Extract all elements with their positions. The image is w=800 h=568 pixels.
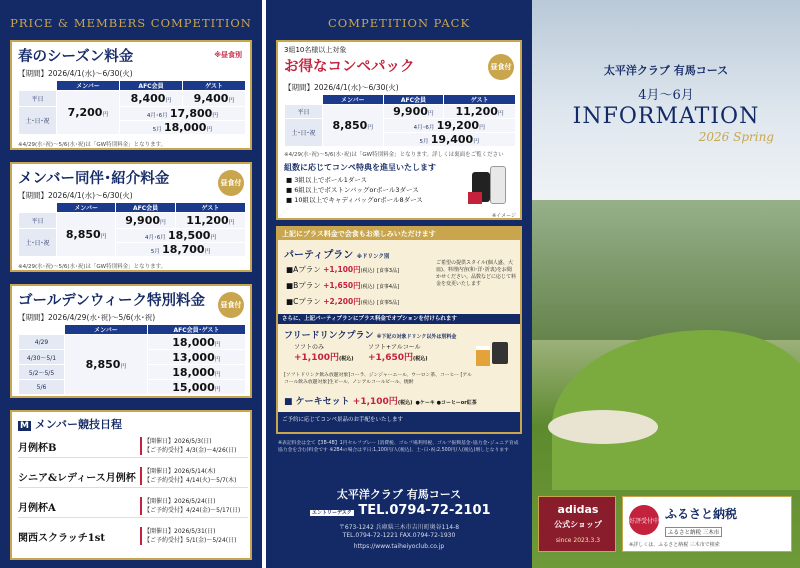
cover-season: 2026 Spring <box>698 130 774 144</box>
schedule-item <box>18 466 248 488</box>
accompany-period: 【期間】2026/4/1(水)～6/30(火) <box>18 191 133 200</box>
header-member: メンバー <box>323 95 384 105</box>
weekend-price-1: 19,200 <box>436 119 480 132</box>
competition-pack-box <box>276 40 522 220</box>
gw-date: 5/2～5/5 <box>19 365 65 380</box>
spring-price-box <box>10 40 252 150</box>
gw-price-box <box>10 284 252 398</box>
gw-title: ゴールデンウィーク特別料金 <box>18 292 206 309</box>
weekend-price-2: 18,700 <box>162 243 205 256</box>
competition-info: 【開催日】2026/5/24(日) 【ご予約受付】4/24(金)～5/17(日) <box>140 497 240 515</box>
member-price: 8,850 <box>332 119 368 132</box>
website-link[interactable]: https://www.taiheiyoclub.co.jp <box>353 543 445 550</box>
accompany-title: メンバー同伴･紹介料金 <box>18 170 170 187</box>
perks-list <box>286 175 423 205</box>
header-afc: AFC会員 <box>120 81 183 91</box>
header-afc-guest: AFC会員･ゲスト <box>147 325 245 335</box>
party-plan-c: ■Cプラン +2,200円(税込) [食事5品] <box>286 297 400 306</box>
soft-only-label: ソフトのみ <box>294 344 325 351</box>
pack-footnote: ご予約に応じてコンペ景品のお手配をいたします <box>278 412 520 432</box>
lunch-included-badge: 昼食付 <box>218 170 244 196</box>
cake-set: ■ ケーキセット +1,100円(税込) ●ケーキ ●コーヒーor紅茶 <box>284 397 477 407</box>
competition-name: 関西スクラッチ1st <box>18 533 106 544</box>
bunker <box>548 410 658 444</box>
accompany-price-table: メンバー AFC会員 ゲスト 平日 8,850円 9,900円 11,200円 土･日･祝 4月･6月 18,500円 5月 18,700円 <box>18 202 246 257</box>
party-description: ご希望の提供スタイル(個人盛、大皿)、料理内容(和･洋･折衷)をお聞かせください。品数などに応じて料金を変更いたします <box>436 260 517 287</box>
gw-period: 【期間】2026/4/29(水･祝)～5/6(水･祝) <box>18 313 156 322</box>
party-plan-b: ■Bプラン +1,650円(税込) [食事4品] <box>286 281 400 290</box>
perk-item: ■ 10組以上でキャディバッグorボール8ダース <box>286 196 423 204</box>
option-bar: さらに、上記パーティプランにプラス料金でオプションを付けられます <box>278 314 520 324</box>
afc-weekday-price: 8,400 <box>130 92 166 105</box>
weekday-label: 平日 <box>19 213 57 229</box>
competition-name: 月例杯A <box>18 503 56 514</box>
lunch-included-badge: 昼食付 <box>488 54 514 80</box>
weekend-label: 土･日･祝 <box>19 107 57 135</box>
pack-price-table: メンバー AFC会員 ゲスト 平日 8,850円 9,900円 11,200円 土･日･祝 4月･6月 19,200円 5月 19,400円 <box>284 94 516 147</box>
weekday-label: 平日 <box>19 91 57 107</box>
middle-panel <box>266 0 532 568</box>
gw-price: 18,000 <box>172 335 215 349</box>
furusato-badge: 好評受付中 <box>629 505 659 535</box>
competition-info: 【開催日】2026/5/31(日) 【ご予約受付】5/1(金)～5/24(日) <box>140 527 237 545</box>
left-panel <box>0 0 262 568</box>
guest-weekday-price: 9,400 <box>193 92 229 105</box>
adidas-shop-box[interactable] <box>538 496 616 552</box>
lunch-separate-badge: ※昼食別 <box>214 51 242 59</box>
pack-title: お得なコンペパック <box>284 58 415 75</box>
competition-name: シニア&レディース月例杯 <box>18 473 136 484</box>
gw-date: 4/30～5/1 <box>19 350 65 365</box>
party-plan-a: ■Aプラン +1,100円(税込) [食事3品] <box>286 265 400 274</box>
header-afc: AFC会員 <box>383 95 444 105</box>
shop-since: since 2023.3.3 <box>555 537 601 544</box>
alcohol-price: +1,650円(税込) <box>368 353 428 363</box>
member-price: 8,850 <box>65 228 101 241</box>
tel-fax: TEL.0794-72-1221 FAX.0794-72-1930 <box>342 532 456 539</box>
header-guest: ゲスト <box>183 81 246 91</box>
header-member: メンバー <box>57 81 120 91</box>
left-header: PRICE & MEMBERS COMPETITION <box>10 16 252 30</box>
tree-line <box>532 200 800 340</box>
furusato-search-box: ふるさと納税 三木市 <box>665 527 722 537</box>
weekend-price-2: 19,400 <box>430 133 474 146</box>
competition-info: 【開催日】2026/5/3(日) 【ご予約受付】4/3(金)～4/26(日) <box>140 437 237 455</box>
schedule-title: M メンバー競技日程 <box>20 418 123 431</box>
price-notes: ※表記料金は全て【3B-4B】1円セルフプレー (消費税、ゴルフ場利用税、ゴルフ振興基金･協力金･ジュニア育成協力金を含む)料金です ※2B4の場合は平日:1,100円/人(税込)、土･日･祝:2,500円/人(税込)増しとなります <box>278 441 519 453</box>
gw-price-table: メンバー AFC会員･ゲスト 4/29 8,850円 18,000円 4/30～5/1 13,000円 5/2～5/5 18,000円 5/6 15,000円 <box>18 324 246 395</box>
accompany-note: ※4/29(水･祝)～5/6(水･祝)は「GW特別料金」となります。 <box>18 264 167 270</box>
spring-title: 春のシーズン料金 <box>18 48 134 65</box>
header-member: メンバー <box>57 203 116 213</box>
weekend-price-2: 18,000 <box>163 121 207 134</box>
golf-bag-image <box>468 166 512 210</box>
cover-months: 4月～6月 <box>638 88 694 103</box>
weekend-label: 土･日･祝 <box>285 119 323 147</box>
schedule-mark-icon: M <box>20 421 29 431</box>
competition-info: 【開催日】2026/5/14(木) 【ご予約受付】4/14(火)～5/7(木) <box>140 467 237 485</box>
afc-weekday-price: 9,900 <box>125 214 161 227</box>
afc-weekday-price: 9,900 <box>393 105 428 118</box>
gw-date: 4/29 <box>19 335 65 350</box>
competition-name: 月例杯B <box>18 443 57 454</box>
club-name: 太平洋クラブ 有馬コース <box>336 488 462 501</box>
party-title: パーティプラン ※ドリンク別 <box>284 250 390 261</box>
soft-only-price: +1,100円(税込) <box>294 353 354 363</box>
member-price: 7,200 <box>67 106 103 119</box>
weekend-label: 土･日･祝 <box>19 229 57 257</box>
lunch-included-badge: 昼食付 <box>218 292 244 318</box>
weekday-label: 平日 <box>285 105 323 119</box>
pack-period: 【期間】2026/4/1(水)～6/30(火) <box>284 83 399 92</box>
pack-note: ※4/29(水･祝)～5/6(水･祝)は「GW特別料金」となります。詳しくは裏面をご覧ください <box>284 152 504 158</box>
image-note: ※イメージ <box>491 213 516 219</box>
member-accompany-box <box>10 162 252 272</box>
entry-tel[interactable]: エントリーデスク TEL.0794-72-2101 <box>312 503 491 518</box>
member-schedule-box <box>10 410 252 560</box>
address: 〒673-1242 兵庫県三木市吉川町奥谷114-8 <box>338 524 460 531</box>
furusato-box[interactable] <box>622 496 792 552</box>
weekend-price-1: 17,800 <box>169 107 213 120</box>
mid-header: COMPETITION PACK <box>327 16 471 30</box>
schedule-item <box>18 496 248 518</box>
header-member: メンバー <box>65 325 148 335</box>
cover-club-name: 太平洋クラブ 有馬コース <box>603 64 729 77</box>
perk-item: ■ 3組以上でボール1ダース <box>286 176 368 184</box>
header-afc: AFC会員 <box>116 203 175 213</box>
guest-weekday-price: 11,200 <box>455 105 498 118</box>
drink-image <box>472 338 512 368</box>
furusato-note: ※詳しくは、ふるさと納税 三木市で検索 <box>629 542 720 548</box>
gw-price: 15,000 <box>172 380 215 394</box>
freedrink-title: フリードリンクプラン ※下記の対象ドリンク以外は別料金 <box>284 331 457 341</box>
furusato-title: ふるさと納税 <box>665 507 738 521</box>
perk-item: ■ 6組以上でボストンバッグorボール3ダース <box>286 186 419 194</box>
alcohol-label: ソフト+アルコール <box>368 344 421 351</box>
gw-price: 18,000 <box>172 365 215 379</box>
cover-panel <box>532 0 800 568</box>
spring-period: 【期間】2026/4/1(水)～6/30(火) <box>18 69 133 78</box>
drink-list: [ソフトドリンク飲み放題対象]コーラ、ジンジャーエール、ウーロン茶、コーヒー [アルコール飲み放題対象]生ビール、ノンアルコールビール、焼酎 <box>284 373 472 385</box>
party-box <box>276 226 522 434</box>
spring-price-table: メンバー AFC会員 ゲスト 平日 7,200円 8,400円 9,400円 土･日･祝 4月･6月 17,800円 5月 18,000円 <box>18 80 246 135</box>
perks-title: 組数に応じてコンペ特典を進呈いたします <box>284 163 436 172</box>
member-price: 8,850 <box>85 358 121 371</box>
weekend-price-1: 18,500 <box>168 229 211 242</box>
schedule-item <box>18 526 248 548</box>
header-guest: ゲスト <box>175 203 245 213</box>
party-bar: 上記にプラス料金で会食もお楽しみいただけます <box>278 228 520 240</box>
pack-target: 3組10名様以上対象 <box>284 46 347 54</box>
spring-note: ※4/29(水･祝)～5/6(水･祝)は「GW特別料金」となります。 <box>18 142 167 148</box>
header-guest: ゲスト <box>444 95 516 105</box>
adidas-logo: adidas <box>557 503 599 516</box>
gw-date: 5/6 <box>19 380 65 395</box>
gw-price: 13,000 <box>172 350 215 364</box>
official-shop-label: 公式ショップ <box>554 520 602 529</box>
schedule-item <box>18 436 248 458</box>
guest-weekday-price: 11,200 <box>186 214 229 227</box>
cover-title: INFORMATION <box>572 104 760 129</box>
